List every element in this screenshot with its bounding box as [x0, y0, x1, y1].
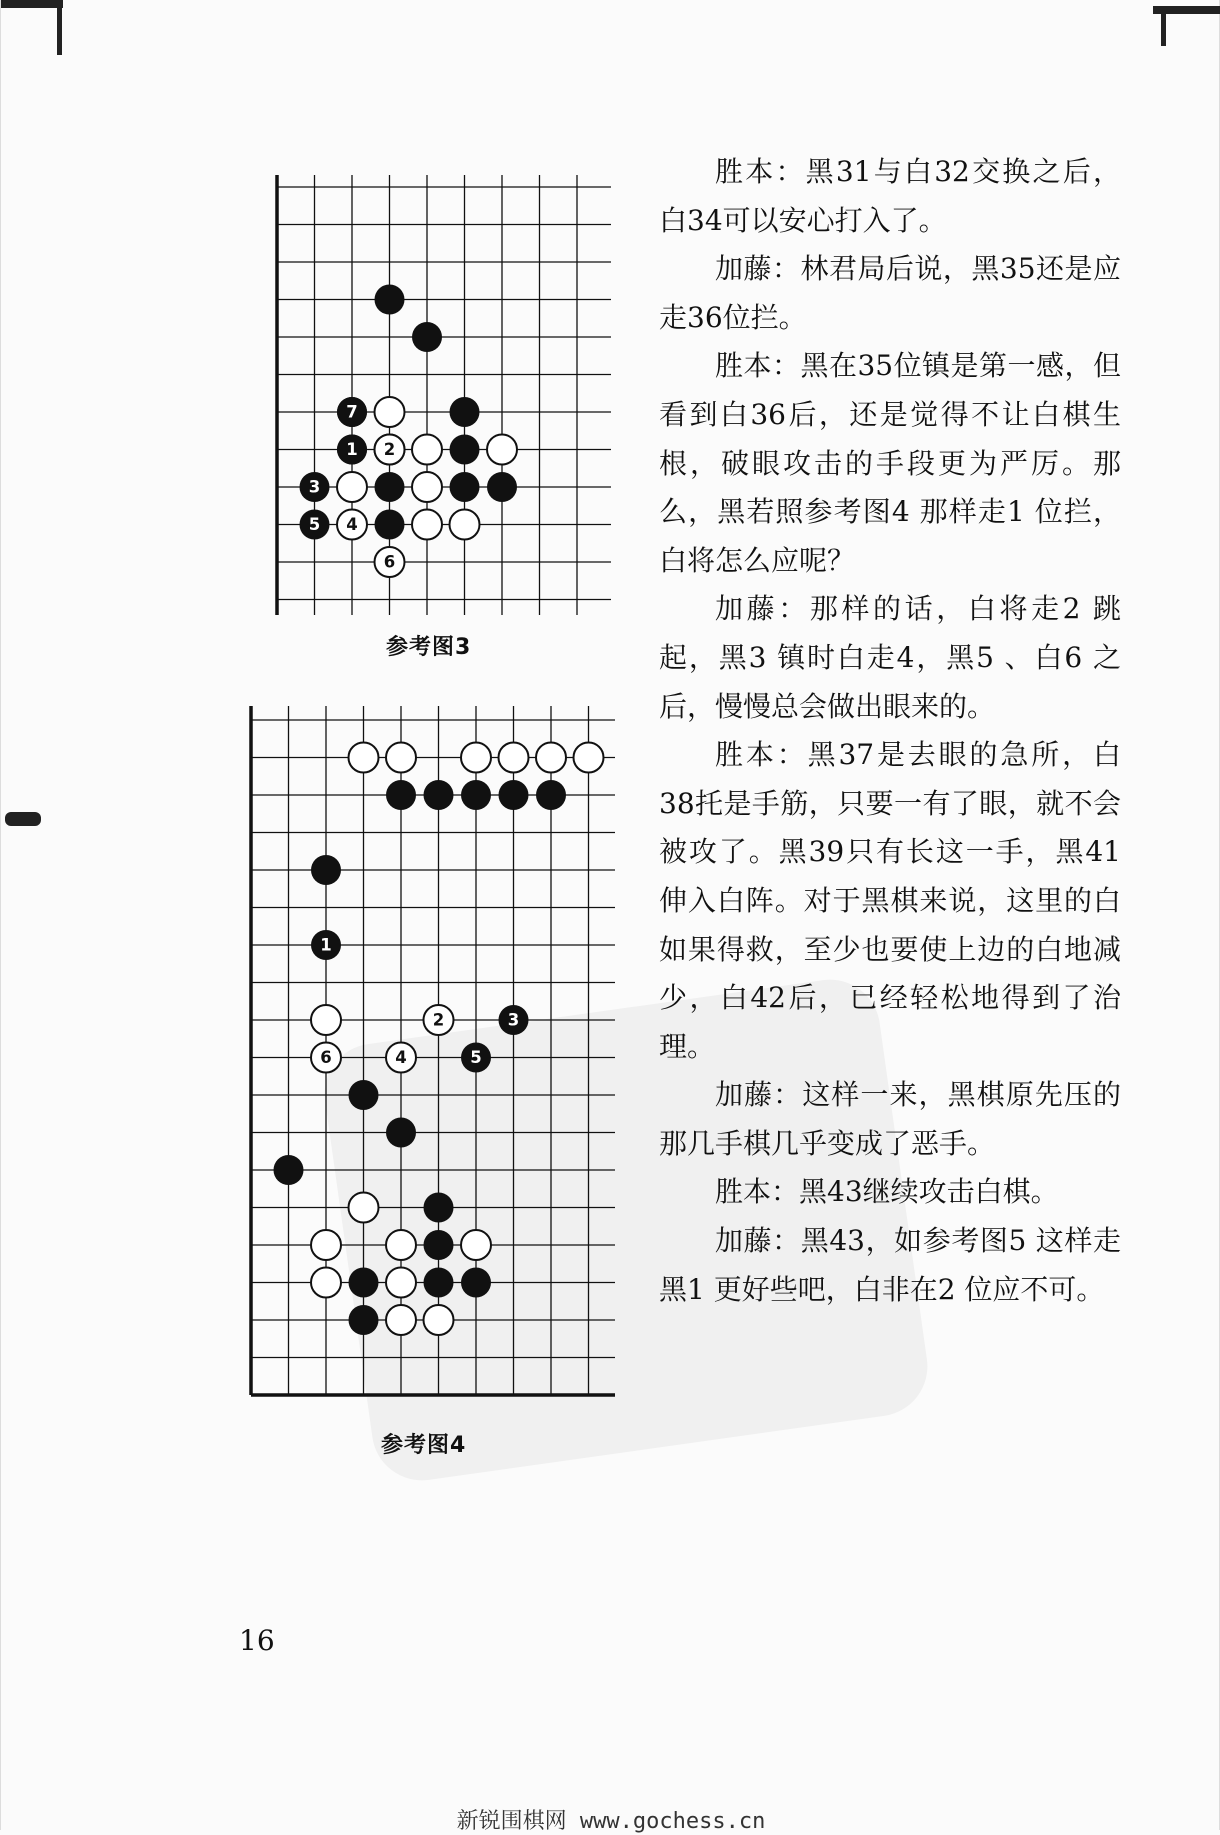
stone-number-label: 3	[308, 477, 321, 497]
white-stone	[450, 510, 480, 540]
paragraph: 胜本：黑43继续攻击白棋。	[715, 1175, 1059, 1209]
paragraph: 加藤：林君局后说，黑35还是应走36位拦。	[659, 252, 1121, 334]
white-stone	[311, 1230, 341, 1260]
white-stone	[574, 743, 604, 773]
scan-mark-top-left-stem	[57, 0, 62, 55]
black-stone	[450, 435, 480, 465]
black-stone	[375, 510, 405, 540]
white-stone	[536, 743, 566, 773]
black-stone	[424, 780, 454, 810]
white-stone	[386, 1268, 416, 1298]
black-stone	[311, 855, 341, 885]
stone-number-label: 5	[308, 515, 321, 535]
black-stone	[424, 1268, 454, 1298]
diagram-4-caption: 参考图4	[381, 1433, 467, 1458]
black-stone	[375, 285, 405, 315]
white-stone	[386, 743, 416, 773]
white-stone	[412, 472, 442, 502]
stone-number-label: 1	[346, 440, 358, 460]
stone-number-label: 3	[507, 1010, 520, 1030]
scan-mark-top-right-stem	[1161, 6, 1166, 46]
black-stone	[487, 472, 517, 502]
black-stone	[375, 472, 405, 502]
stone-number-label: 4	[395, 1048, 407, 1068]
black-stone	[349, 1268, 379, 1298]
stone-number-label: 6	[320, 1048, 332, 1068]
white-stone	[337, 472, 367, 502]
stone-number-label: 2	[432, 1010, 445, 1030]
black-stone	[349, 1305, 379, 1335]
black-stone	[424, 1193, 454, 1223]
diagram-3-caption: 参考图3	[386, 635, 472, 660]
white-stone	[461, 1230, 491, 1260]
paragraph: 胜本：黑在35位镇是第一感，但看到白36后，还是觉得不让白棋生根，破眼攻击的手段更为严厉。那么，黑若照参考图4 那样走1 位拦，白将怎么应呢？	[659, 349, 1121, 577]
white-stone	[487, 435, 517, 465]
black-stone	[424, 1230, 454, 1260]
white-stone	[461, 743, 491, 773]
black-stone	[450, 472, 480, 502]
white-stone	[349, 1193, 379, 1223]
footer-watermark-url: 新锐围棋网 www.gochess.cn	[456, 1809, 766, 1834]
paragraph: 胜本：黑37是去眼的急所，白38托是手筋，只要一有了眼，就不会被攻了。黑39只有长这一手，黑41伸入白阵。对于黑棋来说，这里的白如果得救，至少也要使上边的白地减少，白42后，已经轻松地得到了治理。	[659, 738, 1121, 1063]
black-stone	[386, 1118, 416, 1148]
white-stone	[311, 1268, 341, 1298]
stone-number-label: 1	[320, 935, 332, 955]
go-board-diagram-3	[271, 175, 611, 615]
white-stone	[412, 510, 442, 540]
black-stone	[274, 1155, 304, 1185]
white-stone	[499, 743, 529, 773]
white-stone	[386, 1230, 416, 1260]
paragraph: 加藤：那样的话，白将走2 跳起，黑3 镇时白走4，黑5 、白6 之后，慢慢总会做出眼来的。	[659, 592, 1121, 723]
stone-number-label: 4	[346, 515, 358, 535]
black-stone	[461, 780, 491, 810]
white-stone	[311, 1005, 341, 1035]
black-stone	[450, 397, 480, 427]
paragraph: 胜本：黑31与白32交换之后，白34可以安心打入了。	[659, 155, 1121, 237]
commentary-text	[659, 148, 1121, 1314]
black-stone	[461, 1268, 491, 1298]
scan-mark-top-left	[1, 0, 63, 8]
stone-number-label: 6	[383, 552, 396, 572]
white-stone	[412, 435, 442, 465]
paragraph: 加藤：这样一来，黑棋原先压的那几手棋几乎变成了恶手。	[659, 1078, 1121, 1160]
scan-mark-left-blot	[5, 812, 41, 826]
white-stone	[386, 1305, 416, 1335]
paragraph: 加藤：黑43，如参考图5 这样走黑1 更好些吧，白非在2 位应不可。	[659, 1224, 1121, 1306]
stone-number-label: 7	[346, 402, 358, 422]
white-stone	[424, 1305, 454, 1335]
stone-number-label: 5	[470, 1048, 482, 1068]
white-stone	[375, 397, 405, 427]
black-stone	[412, 322, 442, 352]
stone-number-label: 2	[383, 440, 396, 460]
black-stone	[349, 1080, 379, 1110]
white-stone	[349, 743, 379, 773]
black-stone	[536, 780, 566, 810]
go-board-diagram-4	[245, 706, 615, 1412]
black-stone	[386, 780, 416, 810]
page-number: 16	[239, 1624, 275, 1657]
black-stone	[499, 780, 529, 810]
